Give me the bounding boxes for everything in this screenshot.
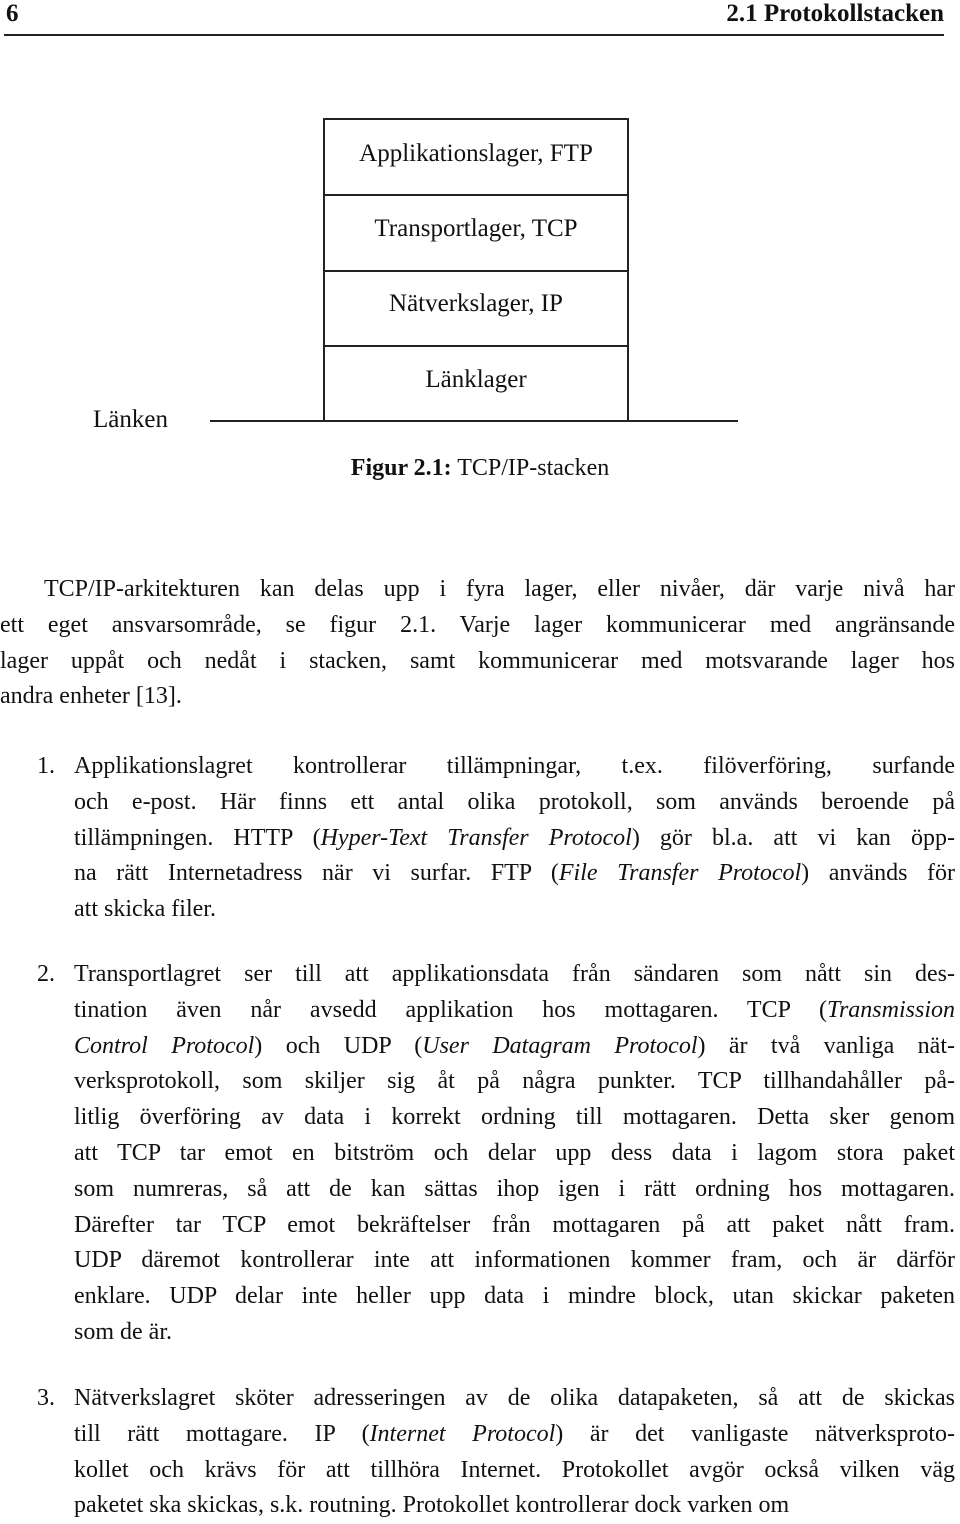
running-head [6,0,944,30]
text-line: na rätt Internetadress när vi surfar. FTP (File Transfer Protocol) används för [74,860,955,887]
list-number: 1. [37,753,55,779]
text-line: som numreras, så att de kan sättas ihop igen i rätt ordning hos mottagaren. [74,1175,955,1202]
layer-network: Nätverkslager, IP [389,290,563,317]
list-item-text [74,1381,955,1524]
text-line: och e-post. Här finns ett antal olika protokoll, som används beroende på [74,788,955,815]
layer-divider [325,270,627,272]
text-line: kollet och krävs för att tillhöra Internet. Protokollet avgör också vilken väg [74,1456,955,1483]
section-title: 2.1 Protokollstacken [726,0,944,27]
text-line: andra enheter [13]. [0,683,182,710]
text-line: UDP däremot kontrollerar inte att informationen kommer fram, och är därför [74,1247,955,1274]
text-line: att skicka filer. [74,896,216,923]
figure-caption [0,455,960,482]
text-line: Nätverkslagret sköter adresseringen av de olika datapaketen, så att de skickas [74,1385,955,1411]
caption-text: TCP/IP-stacken [451,455,610,481]
text-line: verksprotokoll, som skiljer sig åt på några punkter. TCP tillhandahåller på- [74,1068,955,1095]
text-line: till rätt mottagare. IP (Internet Protocol) är det vanligaste nätverksproto- [74,1420,955,1447]
layer-divider [325,194,627,196]
link-label: Länken [93,406,168,433]
text-line: tination även når avsedd applikation hos mottagaren. TCP (Transmission [74,996,955,1023]
list-number: 2. [37,961,55,987]
layer-transport: Transportlager, TCP [374,215,578,242]
text-line: paketet ska skickas, s.k. routning. Protokollet kontrollerar dock varken om [74,1492,790,1519]
text-line: tillämpningen. HTTP (Hyper-Text Transfer Protocol) gör bl.a. att vi kan öpp- [74,824,955,851]
header-rule [4,34,944,36]
text-line: Control Protocol) och UDP (User Datagram Protocol) är två vanliga nät- [74,1032,955,1059]
text-line: TCP/IP-arkitekturen kan delas upp i fyra lager, eller nivåer, där varje nivå har [44,576,955,602]
text-line: lager uppåt och nedåt i stacken, samt kommunicerar med motsvarande lager hos [0,647,955,674]
text-line: Applikationslagret kontrollerar tillämpningar, t.ex. filöverföring, surfande [74,753,955,779]
page-number: 6 [6,0,19,27]
layer-divider [325,345,627,347]
list-item-text [74,957,955,1351]
text-line: Därefter tar TCP emot bekräftelser från mottagaren på att paket nått fram. [74,1211,955,1238]
text-line: Transportlagret ser till att applikationsdata från sändaren som nått sin des- [74,961,955,987]
text-line: ett eget ansvarsområde, se figur 2.1. Varje lager kommunicerar med angränsande [0,611,955,638]
intro-paragraph [0,572,955,715]
tcp-ip-stack-diagram [323,118,629,422]
layer-application: Applikationslager, FTP [359,140,593,167]
list-item-text [74,749,955,928]
text-line: litlig överföring av data i korrekt ordning till mottagaren. Detta sker genom [74,1104,955,1131]
text-line: enklare. UDP delar inte heller upp data i mindre block, utan skickar paketen [74,1283,955,1310]
link-medium-line [210,420,738,422]
list-number: 3. [37,1385,55,1411]
text-line: som de är. [74,1318,172,1345]
layer-link: Länklager [425,366,527,393]
text-line: att TCP tar emot en bitström och delar upp dess data i lagom stora paket [74,1139,955,1166]
caption-label: Figur 2.1: [350,455,452,481]
